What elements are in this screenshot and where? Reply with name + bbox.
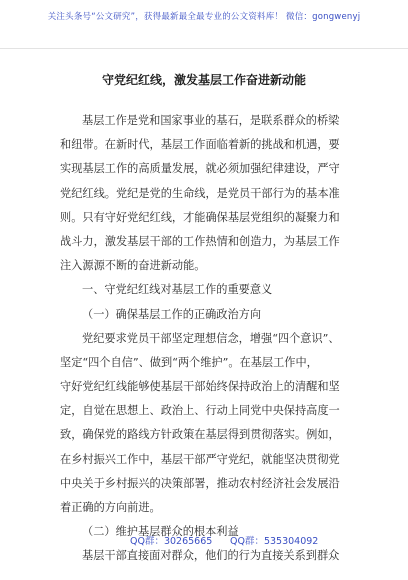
text-line: 坚定“四个自信”、做到“两个维护”。在基层工作中， [60,355,318,369]
text-line: 党纪要求党员干部坚定理想信念，增强“四个意识”、 [82,331,340,345]
subsection-heading: （一）确保基层工作的正确政治方向 [82,307,262,321]
text-line: 守好党纪红线能够使基层干部始终保持政治上的清醒和坚 [60,380,340,394]
footer-qq-group-2: QQ群：535304092 [230,536,319,547]
text-line: 实现基层工作的高质量发展，就必须加强纪律建设，严守 [60,162,340,176]
text-line: 定，自觉在思想上、政治上、行动上同党中央保持高度一 [60,404,340,418]
text-line: 注入源源不断的奋进新动能。 [60,259,206,273]
text-line: 在乡村振兴工作中，基层干部严守党纪，就能坚决贯彻党 [60,452,340,466]
text-line: 基层工作是党和国家事业的基石，是联系群众的桥梁 [82,114,340,127]
text-line: 和纽带。在新时代，基层工作面临着新的挑战和机遇，要 [60,138,340,152]
document-body [60,109,354,569]
header-banner: 关注头条号“公文研究”，获得最新最全最专业的公文资料库！ 微信：gongwenyj [47,12,361,22]
text-line: 中央关于乡村振兴的决策部署，推动农村经济社会发展沿 [60,476,340,490]
section-heading: 一、守党纪红线对基层工作的重要意义 [82,283,273,297]
text-line: 战斗力，激发基层干部的工作热情和创造力，为基层工作 [60,234,340,248]
document-title: 守党纪红线，激发基层工作奋进新动能 [101,73,306,87]
subsection-heading: （二）维护基层群众的根本利益 [82,525,239,539]
text-line: 着正确的方向前进。 [60,501,161,514]
text-line: 则。只有守好党纪红线，才能确保基层党组织的凝聚力和 [60,210,340,224]
text-line: 基层干部直接面对群众，他们的行为直接关系到群众 [82,549,340,563]
text-line: 致，确保党的路线方针政策在基层得到贯彻落实。例如， [60,428,340,442]
header-divider [0,48,408,49]
text-line: 党纪红线。党纪是党的生命线，是党员干部行为的基本准 [60,186,340,200]
footer-qq-group-1: QQ群：30265665 [130,536,213,547]
